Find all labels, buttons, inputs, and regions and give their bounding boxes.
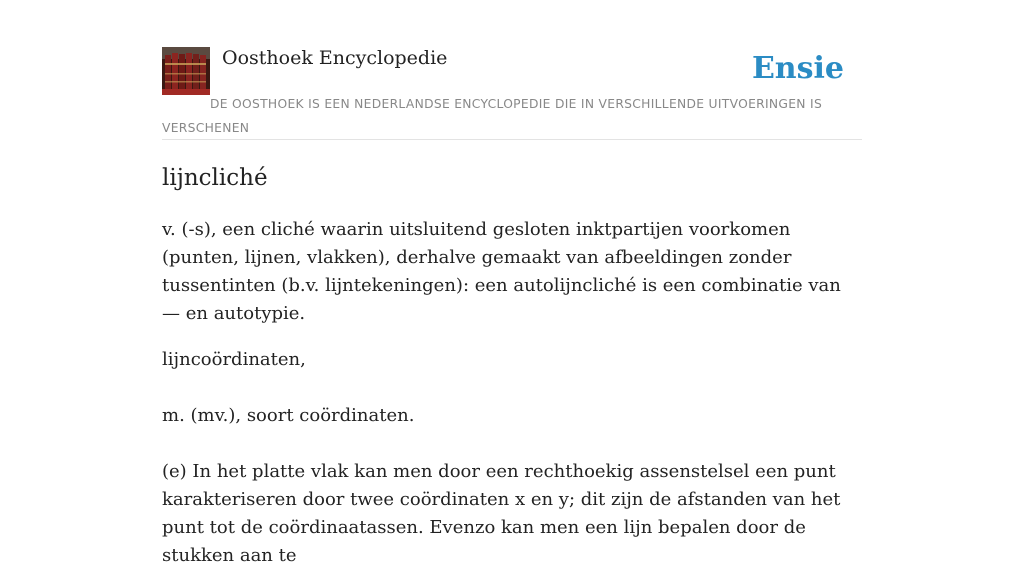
source-avatar[interactable]	[162, 47, 210, 95]
article-paragraph: (e) In het platte vlak kan men door een rechthoekig assenstelsel een punt karakteriseren door twee coördinaten x en y; dit zijn de afstanden van het punt tot de coördinaatassen. Evenzo kan men een lijn bepalen door de stukken aan te	[162, 461, 841, 566]
book-spines-icon	[162, 47, 210, 95]
source-tagline: DE OOSTHOEK IS EEN NEDERLANDSE ENCYCLOPEDIE DIE IN VERSCHILLENDE UITVOERINGEN IS VERSCHENEN	[162, 97, 823, 135]
article-paragraph: m. (mv.), soort coördinaten.	[162, 405, 415, 426]
site-header	[162, 46, 862, 140]
article-paragraph: v. (-s), een cliché waarin uitsluitend gesloten inktpartijen voorkomen (punten, lijnen, vlakken), derhalve gemaakt van afbeeldingen zonder tussentinten (b.v. lijntekeningen): een autolijncliché is een combinatie van — en autotypie.	[162, 219, 841, 324]
article	[162, 158, 862, 570]
source-title[interactable]: Oosthoek Encyclopedie	[222, 47, 448, 69]
article-paragraph: lijncoördinaten,	[162, 349, 306, 370]
brand-logo[interactable]: Ensie	[751, 51, 844, 86]
article-title: lijncliché	[162, 165, 268, 191]
